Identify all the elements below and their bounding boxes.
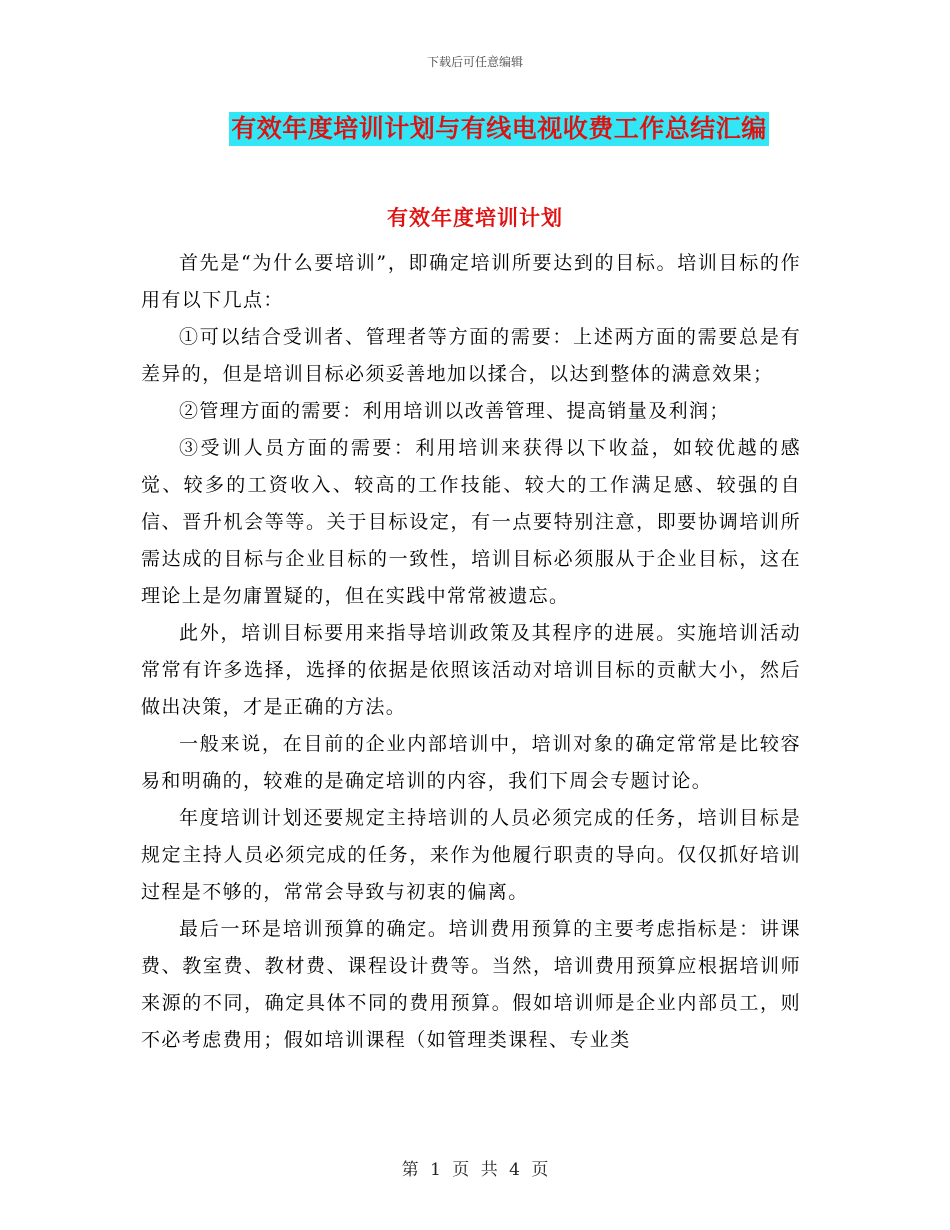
footer-suffix: 页 xyxy=(531,1160,549,1180)
paragraph: 此外，培训目标要用来指导培训政策及其程序的进展。实施培训活动常常有许多选择，选择的依据是依照该活动对培训目标的贡献大小，然后做出决策，才是正确的方法。 xyxy=(141,622,801,718)
page-footer xyxy=(0,1155,950,1180)
paragraph: 年度培训计划还要规定主持培训的人员必须完成的任务，培训目标是规定主持人员必须完成的任务，来作为他履行职责的导向。仅仅抓好培训过程是不够的，常常会导致与初衷的偏离。 xyxy=(141,807,801,903)
paragraph: ①可以结合受训者、管理者等方面的需要：上述两方面的需要总是有差异的，但是培训目标必须妥善地加以揉合，以达到整体的满意效果； xyxy=(141,326,801,385)
footer-page-number: 1 xyxy=(430,1160,441,1180)
paragraph: 一般来说，在目前的企业内部培训中，培训对象的确定常常是比较容易和明确的，较难的是确定培训的内容，我们下周会专题讨论。 xyxy=(141,733,801,792)
paragraph: ③受训人员方面的需要：利用培训来获得以下收益，如较优越的感觉、较多的工资收入、较高的工作技能、较大的工作满足感、较强的自信、晋升机会等等。关于目标设定，有一点要特别注意，即要协调培训所需达成的目标与企业目标的一致性，培训目标必须服从于企业目标，这在理论上是勿庸置疑的，但在实践中常常被遗忘。 xyxy=(141,437,801,607)
footer-prefix: 第 xyxy=(401,1160,419,1180)
header-note: 下载后可任意编辑 xyxy=(426,55,523,69)
paragraph: ②管理方面的需要：利用培训以改善管理、提高销量及利润； xyxy=(179,400,730,422)
paragraph: 首先是“为什么要培训”，即确定培训所要达到的目标。培训目标的作用有以下几点： xyxy=(141,252,801,311)
document-title-container xyxy=(0,112,950,146)
document-title: 有效年度培训计划与有线电视收费工作总结汇编 xyxy=(229,112,769,146)
footer-total-prefix: 共 xyxy=(480,1160,498,1180)
body-text xyxy=(141,245,801,1059)
section-heading: 有效年度培训计划 xyxy=(387,205,563,230)
footer-page-word: 页 xyxy=(452,1160,470,1180)
paragraph: 最后一环是培训预算的确定。培训费用预算的主要考虑指标是：讲课费、教室费、教材费、课程设计费等。当然，培训费用预算应根据培训师来源的不同，确定具体不同的费用预算。假如培训师是企业内部员工，则不必考虑费用；假如培训课程（如管理类课程、专业类 xyxy=(141,918,801,1051)
footer-total-pages: 4 xyxy=(509,1160,520,1180)
